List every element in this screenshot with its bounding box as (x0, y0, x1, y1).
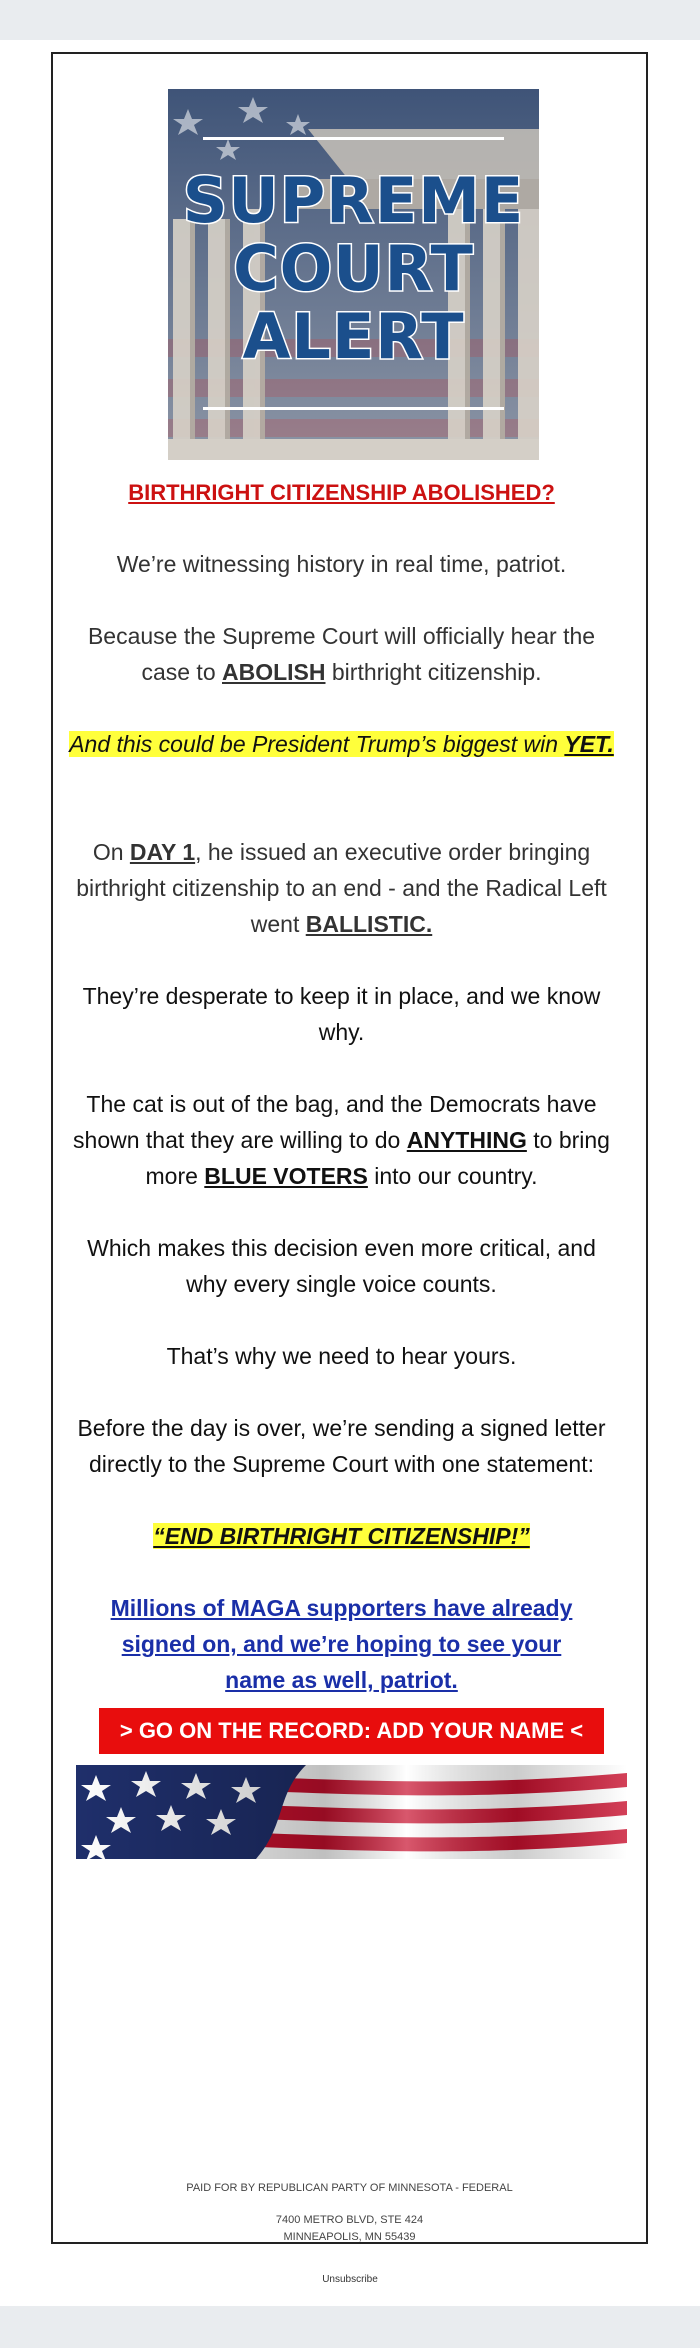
paragraph-signed-letter: Before the day is over, we’re sending a signed letter directly to the Supreme Court with one statement: (77, 1415, 606, 1477)
p2-pre: Because the Supreme Court will officially hear the case to (87, 623, 596, 685)
headline-text: BIRTHRIGHT CITIZENSHIP ABOLISHED? (128, 480, 555, 505)
paragraph-critical-decision: Which makes this decision even more critical, and why every single voice counts. (87, 1235, 596, 1297)
unsubscribe-link[interactable]: Unsubscribe (322, 2274, 378, 2285)
p6-pre: The cat is out of the bag, and the Democrats have shown that they are willing to do (73, 1091, 597, 1153)
address-line-2: MINNEAPOLIS, MN 55439 (283, 2231, 416, 2243)
p2-post: birthright citizenship. (325, 659, 542, 685)
paragraph-day-one (65, 834, 618, 942)
signup-link[interactable]: Millions of MAGA supporters have already signed on, and we’re hoping to see your name as well, patriot. (110, 1595, 573, 1693)
paragraph-hear-yours: That’s why we need to hear yours. (166, 1343, 517, 1369)
abolish-emphasis: ABOLISH (222, 659, 326, 685)
hero-title-line1: SUPREME (182, 164, 525, 237)
paragraph-supreme-court (65, 618, 618, 690)
biggest-win-text: And this could be President Trump’s biggest win (69, 731, 565, 757)
ballistic-emphasis: BALLISTIC. (305, 911, 433, 937)
hero-bottom-rule (203, 407, 504, 410)
p6-mid: to bring more (145, 1127, 610, 1189)
paragraph-desperate: They’re desperate to keep it in place, and we know why. (82, 983, 601, 1045)
add-your-name-button[interactable]: > GO ON THE RECORD: ADD YOUR NAME < (99, 1708, 604, 1754)
supreme-court-alert-banner (168, 89, 539, 460)
signup-link-block (65, 1590, 618, 1698)
quote-text: “END BIRTHRIGHT CITIZENSHIP!” (153, 1523, 530, 1549)
paragraph-history: We’re witnessing history in real time, patriot. (116, 551, 567, 577)
p4-pre: On (92, 839, 130, 865)
p6-post: into our country. (367, 1163, 538, 1189)
paid-for-disclaimer: PAID FOR BY REPUBLICAN PARTY OF MINNESOTA - FEDERAL (186, 2182, 513, 2194)
blue-voters-emphasis: BLUE VOTERS (204, 1163, 368, 1189)
statement-quote (65, 1518, 618, 1554)
hero-top-rule (203, 137, 504, 140)
american-flag-image (76, 1765, 627, 1859)
headline (65, 474, 618, 511)
anything-emphasis: ANYTHING (406, 1127, 527, 1153)
email-frame (51, 52, 648, 2244)
yet-emphasis: YET. (564, 731, 614, 757)
paragraph-cat-out-of-bag (65, 1086, 618, 1194)
p4-mid: , he issued an executive order bringing birthright citizenship to an end - and the Radical Left went (76, 839, 607, 937)
hero-title-line3: ALERT (242, 300, 465, 373)
address-line-1: 7400 METRO BLVD, STE 424 (275, 2214, 424, 2226)
hero-title-line2: COURT (233, 232, 474, 305)
paragraph-biggest-win (65, 726, 618, 762)
day-one-emphasis: DAY 1 (129, 839, 196, 865)
